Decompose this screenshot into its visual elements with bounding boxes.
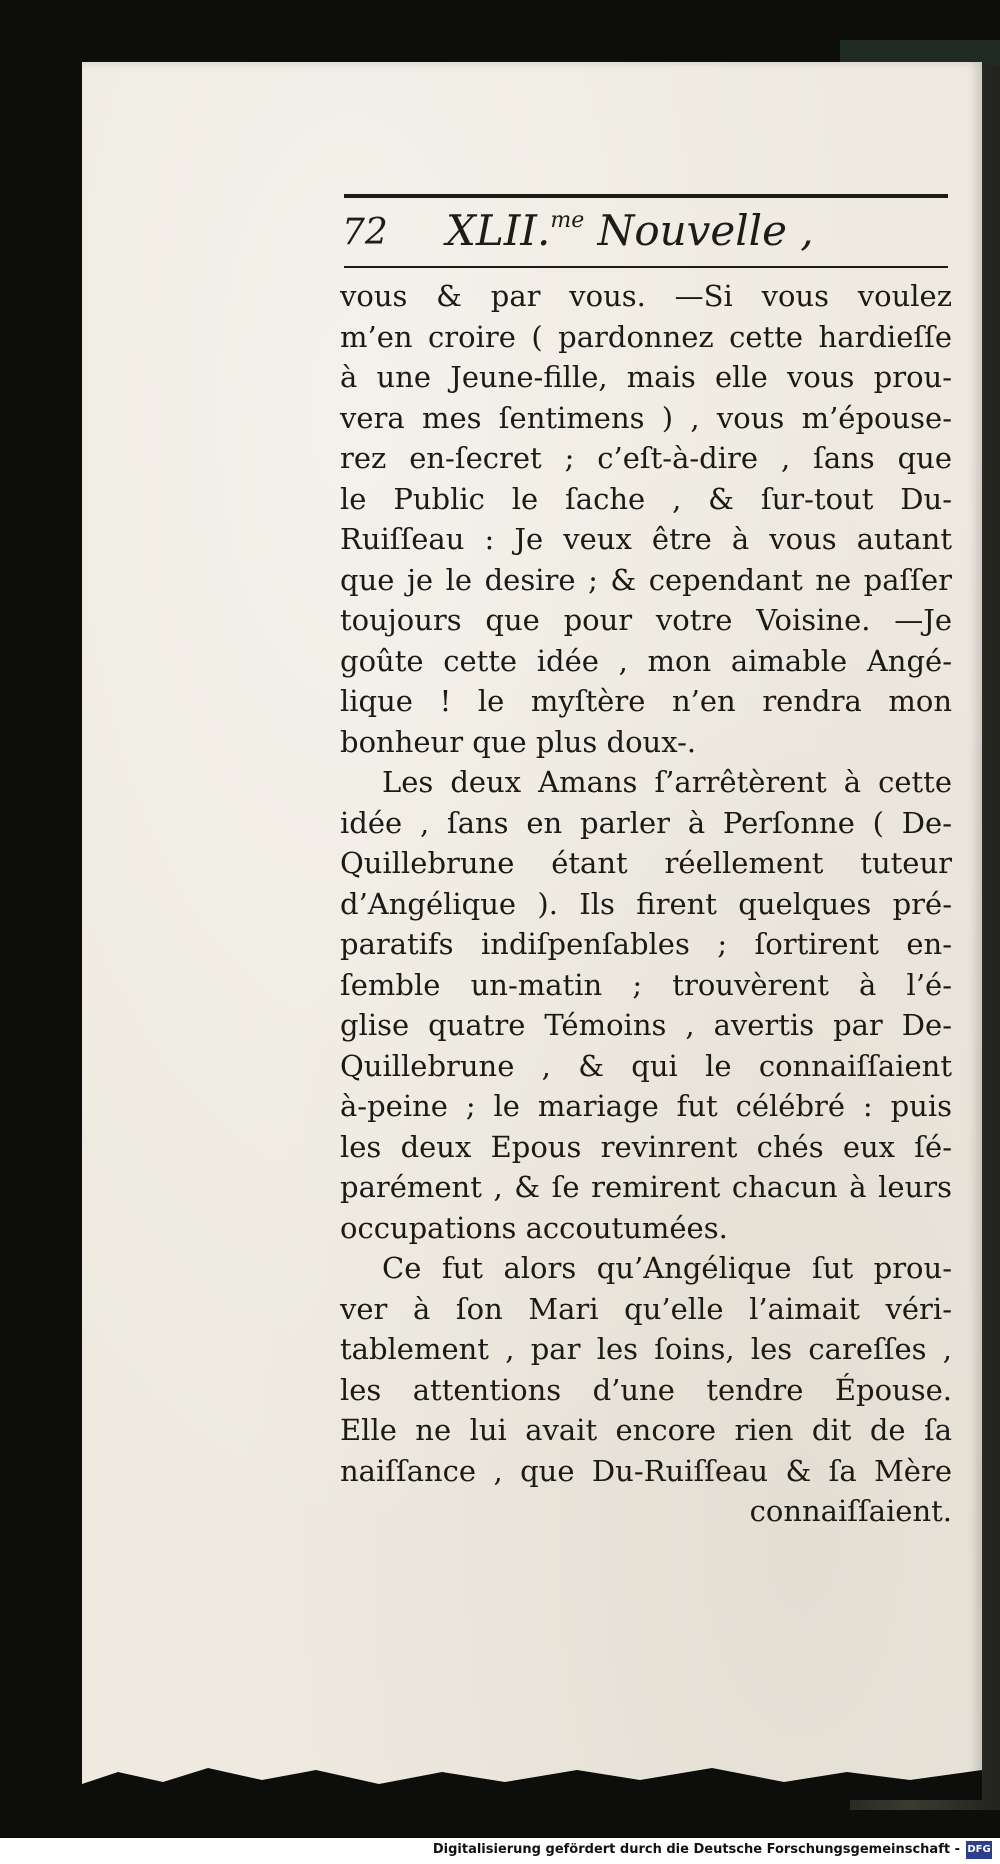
- text-line: à-peine ; le mariage fut célébré : puis: [340, 1089, 952, 1123]
- text-line: naiſſance , que Du-Ruiſſeau & ſa Mère: [340, 1453, 952, 1488]
- page-number: 72: [342, 212, 388, 253]
- text-line: goûte cette idée , mon aimable Angé-: [340, 643, 952, 678]
- text-line: toujours que pour votre Voisine. —Je: [340, 603, 952, 637]
- text-line: tablement , par les ſoins, les careſſes ,: [340, 1332, 952, 1366]
- header-rule-bottom: [344, 266, 948, 268]
- text-line: Ruiſſeau : Je veux être à vous autant: [340, 522, 952, 556]
- running-title-superscript: me: [550, 208, 585, 233]
- text-line: à une Jeune-fille, mais elle vous prou-: [340, 360, 952, 394]
- text-line: d’Angélique ). Ils firent quelques pré-: [340, 886, 952, 921]
- text-line: Quillebrune , & qui le connaiſſaient: [340, 1048, 952, 1083]
- text-line: occupations accoutumées.: [340, 1210, 728, 1245]
- body-text: [340, 276, 952, 1532]
- running-title: [446, 206, 814, 255]
- running-header: [340, 204, 950, 264]
- text-line: paratifs indiſpenſables ; ſortirent en-: [340, 927, 952, 961]
- funding-credit: Digitalisierung gefördert durch die Deutsche Forschungsgemeinschaft -: [432, 1842, 960, 1857]
- text-line: que je le desire ; & cependant ne paſſer: [340, 562, 952, 597]
- text-line: Quillebrune étant réellement tuteur: [340, 846, 952, 880]
- text-line: vous & par vous. —Si vous voulez: [340, 279, 952, 313]
- header-rule-top: [344, 194, 948, 198]
- text-line: glise quatre Témoins , avertis par De-: [340, 1008, 952, 1042]
- digitization-footer: [0, 1838, 1000, 1864]
- text-line: m’en croire ( pardonnez cette hardieſſe: [340, 319, 952, 354]
- text-line: les attentions d’une tendre Épouse.: [340, 1372, 952, 1407]
- dfg-logo-icon: DFG: [966, 1841, 992, 1859]
- text-line: bonheur que plus doux-.: [340, 724, 697, 759]
- text-line: Ce fut alors qu’Angélique ſut prou-: [382, 1251, 952, 1285]
- text-line: les deux Epous revinrent chés eux ſé-: [340, 1129, 952, 1164]
- text-line: ver à ſon Mari qu’elle l’aimait véri-: [340, 1291, 952, 1326]
- text-line: Les deux Amans ſ’arrêtèrent à cette: [382, 765, 952, 799]
- catchword: connaiſſaient.: [749, 1494, 952, 1528]
- text-line: Elle ne lui avait encore rien dit de ſa: [340, 1413, 952, 1447]
- text-line: parément , & ſe remirent chacun à leurs: [340, 1170, 952, 1204]
- running-title-main: XLII.: [446, 206, 551, 255]
- text-line: rez en-ſecret ; c’eſt-à-dire , ſans que: [340, 441, 952, 475]
- text-line: vera mes ſentimens ) , vous m’épouse-: [340, 400, 952, 435]
- text-line: ſemble un-matin ; trouvèrent à l’é-: [340, 967, 952, 1002]
- text-line: lique ! le myſtère n’en rendra mon: [340, 684, 952, 718]
- text-line: idée , ſans en parler à Perſonne ( De-: [340, 805, 952, 840]
- text-line: le Public le ſache , & ſur-tout Du-: [340, 481, 952, 516]
- running-title-rest: Nouvelle ,: [584, 206, 814, 255]
